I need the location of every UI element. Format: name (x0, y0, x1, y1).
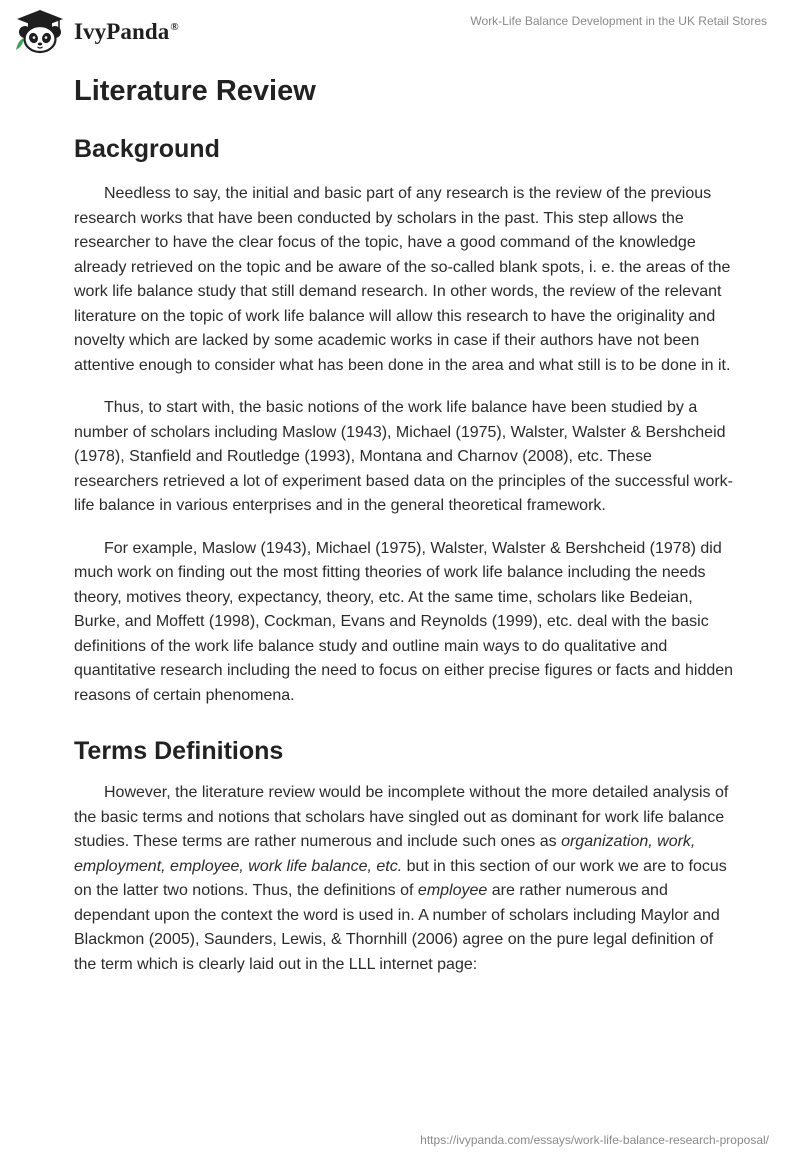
page-header (0, 0, 800, 62)
section-heading-terms-definitions: Terms Definitions (74, 737, 284, 765)
paragraph: For example, Maslow (1943), Michael (1975), Walster, Walster & Bershcheid (1978) did much work on finding out the most fitting theories of work life balance including the needs theory, motives theory, expectancy, theory, etc. At the same time, scholars like Bedeian, Burke, and Moffett (1998), Cockman, Evans and Reynolds (1999), etc. deal with the basic definitions of the work life balance study and outline main ways to do qualitative and quantitative research including the need to focus on either precise figures or facts and hidden reasons of certain phenomena. (74, 539, 734, 704)
italic-term-list: organization, work, employment, employee, work life balance, etc. (74, 833, 696, 875)
background-section-body (74, 182, 734, 708)
source-url[interactable]: https://ivypanda.com/essays/work-life-balance-research-proposal/ (420, 1133, 769, 1147)
panda-graduate-icon (14, 8, 66, 54)
paragraph: Needless to say, the initial and basic part of any research is the review of the previous research works that have been conducted by scholars in the past. This step allows the researcher to have the clear focus of the topic, have a good command of the knowledge already retrieved on the topic and be aware of the so-called blank spots, i. e. the areas of the work life balance study that still demand research. In other words, the review of the relevant literature on the topic of work life balance will allow this research to have the originality and novelty which are lacked by some academic works in case if their authors have not been attentive enough to consider what has been done in the area and what still is to be done in it. (74, 185, 731, 374)
terms-section-body (74, 781, 734, 977)
paragraph: However, the literature review would be incomplete without the more detailed analysis of the basic terms and notions that scholars have singled out as dominant for work life balance studies. These terms are rather numerous and include such ones as organization, work, employment, employee, work life balance, etc. but in this section of our work we are to focus on the latter two notions. Thus, the definitions of employee are rather numerous and dependant upon the context the word is used in. A number of scholars including Maylor and Blackmon (2005), Saunders, Lewis, & Thornhill (2006) agree on the pure legal definition of the term which is clearly laid out in the LLL internet page: (74, 784, 729, 973)
page-title: Literature Review (74, 75, 316, 107)
ivypanda-logo[interactable] (14, 8, 179, 54)
paragraph: Thus, to start with, the basic notions of the work life balance have been studied by a number of scholars including Maslow (1943), Michael (1975), Walster, Walster & Bershcheid (1978), Stanfield and Routledge (1993), Montana and Charnov (2008), etc. These researchers retrieved a lot of experiment based data on the principles of the successful work-life balance in various enterprises and in the general theoretical framework. (74, 399, 733, 514)
logo-wordmark: IvyPanda® (74, 19, 179, 44)
document-title: Work-Life Balance Development in the UK Retail Stores (470, 14, 767, 28)
section-heading-background: Background (74, 135, 220, 163)
italic-term: employee (417, 882, 488, 899)
article-content (74, 72, 734, 977)
